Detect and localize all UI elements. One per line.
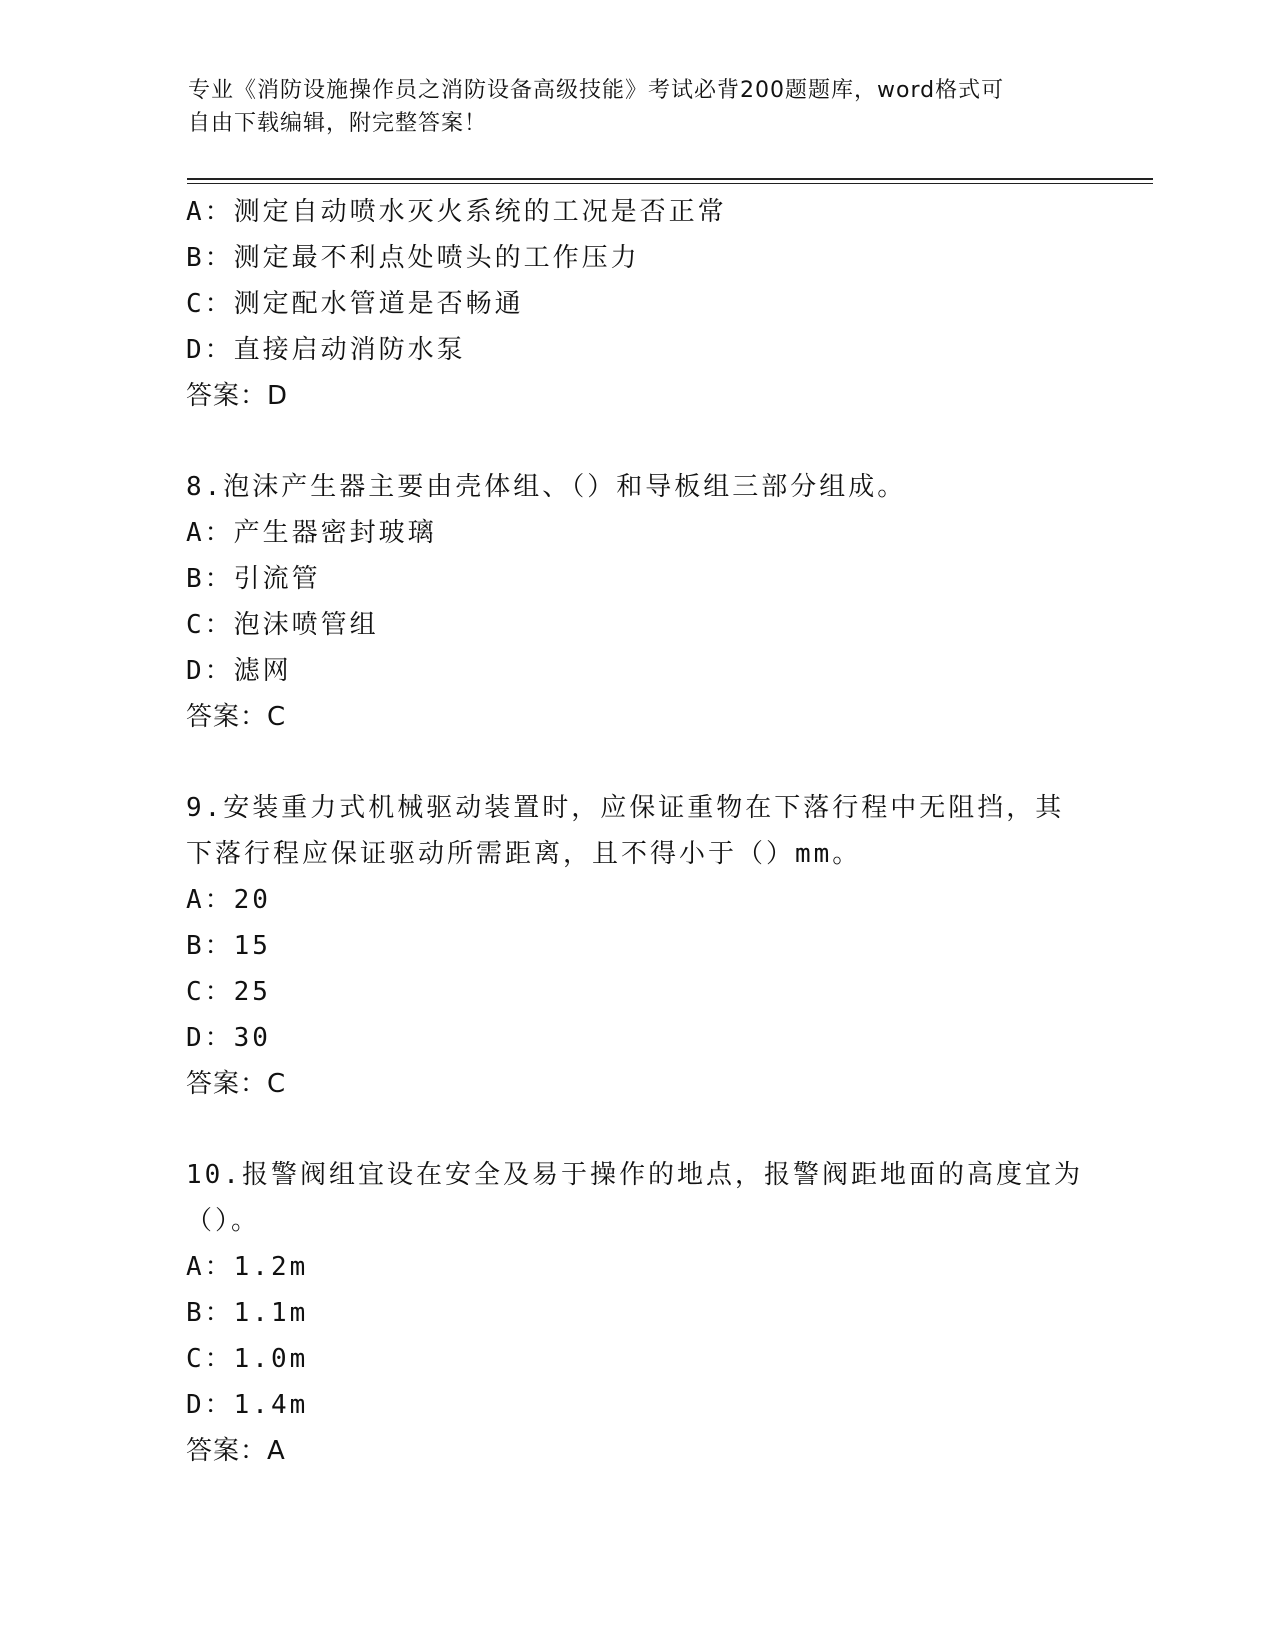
header-divider-thick — [187, 178, 1153, 180]
option-d: D：1.4m — [186, 1390, 309, 1420]
answer: 答案：C — [186, 702, 287, 732]
header-line-2: 自由下载编辑，附完整答案！ — [188, 111, 488, 136]
question-7 — [186, 189, 1086, 419]
question-stem-line-2: 下落行程应保证驱动所需距离，且不得小于（）mm。 — [186, 839, 862, 869]
option-b: B：引流管 — [186, 564, 321, 594]
header-line-1: 专业《消防设施操作员之消防设备高级技能》考试必背200题题库，word格式可 — [188, 78, 1005, 103]
answer: 答案：A — [186, 1436, 286, 1466]
option-b: B：15 — [186, 931, 271, 961]
question-8 — [186, 464, 1086, 740]
header-divider-thin — [187, 183, 1153, 184]
option-c: C：测定配水管道是否畅通 — [186, 289, 524, 319]
question-stem-line-1: 10.报警阀组宜设在安全及易于操作的地点，报警阀距地面的高度宜为 — [186, 1160, 1083, 1190]
option-b: B：1.1m — [186, 1298, 309, 1328]
option-c: C：25 — [186, 977, 271, 1007]
question-stem-line-2: （）。 — [186, 1206, 261, 1236]
question-list — [186, 189, 1086, 1474]
answer: 答案：C — [186, 1069, 287, 1099]
option-c: C：1.0m — [186, 1344, 309, 1374]
document-header — [188, 74, 1088, 140]
option-c: C：泡沫喷管组 — [186, 610, 379, 640]
question-9 — [186, 785, 1086, 1107]
option-d: D：30 — [186, 1023, 271, 1053]
option-a: A：产生器密封玻璃 — [186, 518, 437, 548]
answer: 答案：D — [186, 381, 289, 411]
option-d: D：直接启动消防水泵 — [186, 335, 466, 365]
question-stem: 8.泡沫产生器主要由壳体组、（）和导板组三部分组成。 — [186, 472, 907, 502]
question-stem-line-1: 9.安装重力式机械驱动装置时，应保证重物在下落行程中无阻挡，其 — [186, 793, 1065, 823]
option-a: A：1.2m — [186, 1252, 309, 1282]
option-a: A：20 — [186, 885, 271, 915]
option-b: B：测定最不利点处喷头的工作压力 — [186, 243, 640, 273]
question-10 — [186, 1152, 1086, 1474]
option-d: D：滤网 — [186, 656, 292, 686]
option-a: A：测定自动喷水灭火系统的工况是否正常 — [186, 197, 727, 227]
